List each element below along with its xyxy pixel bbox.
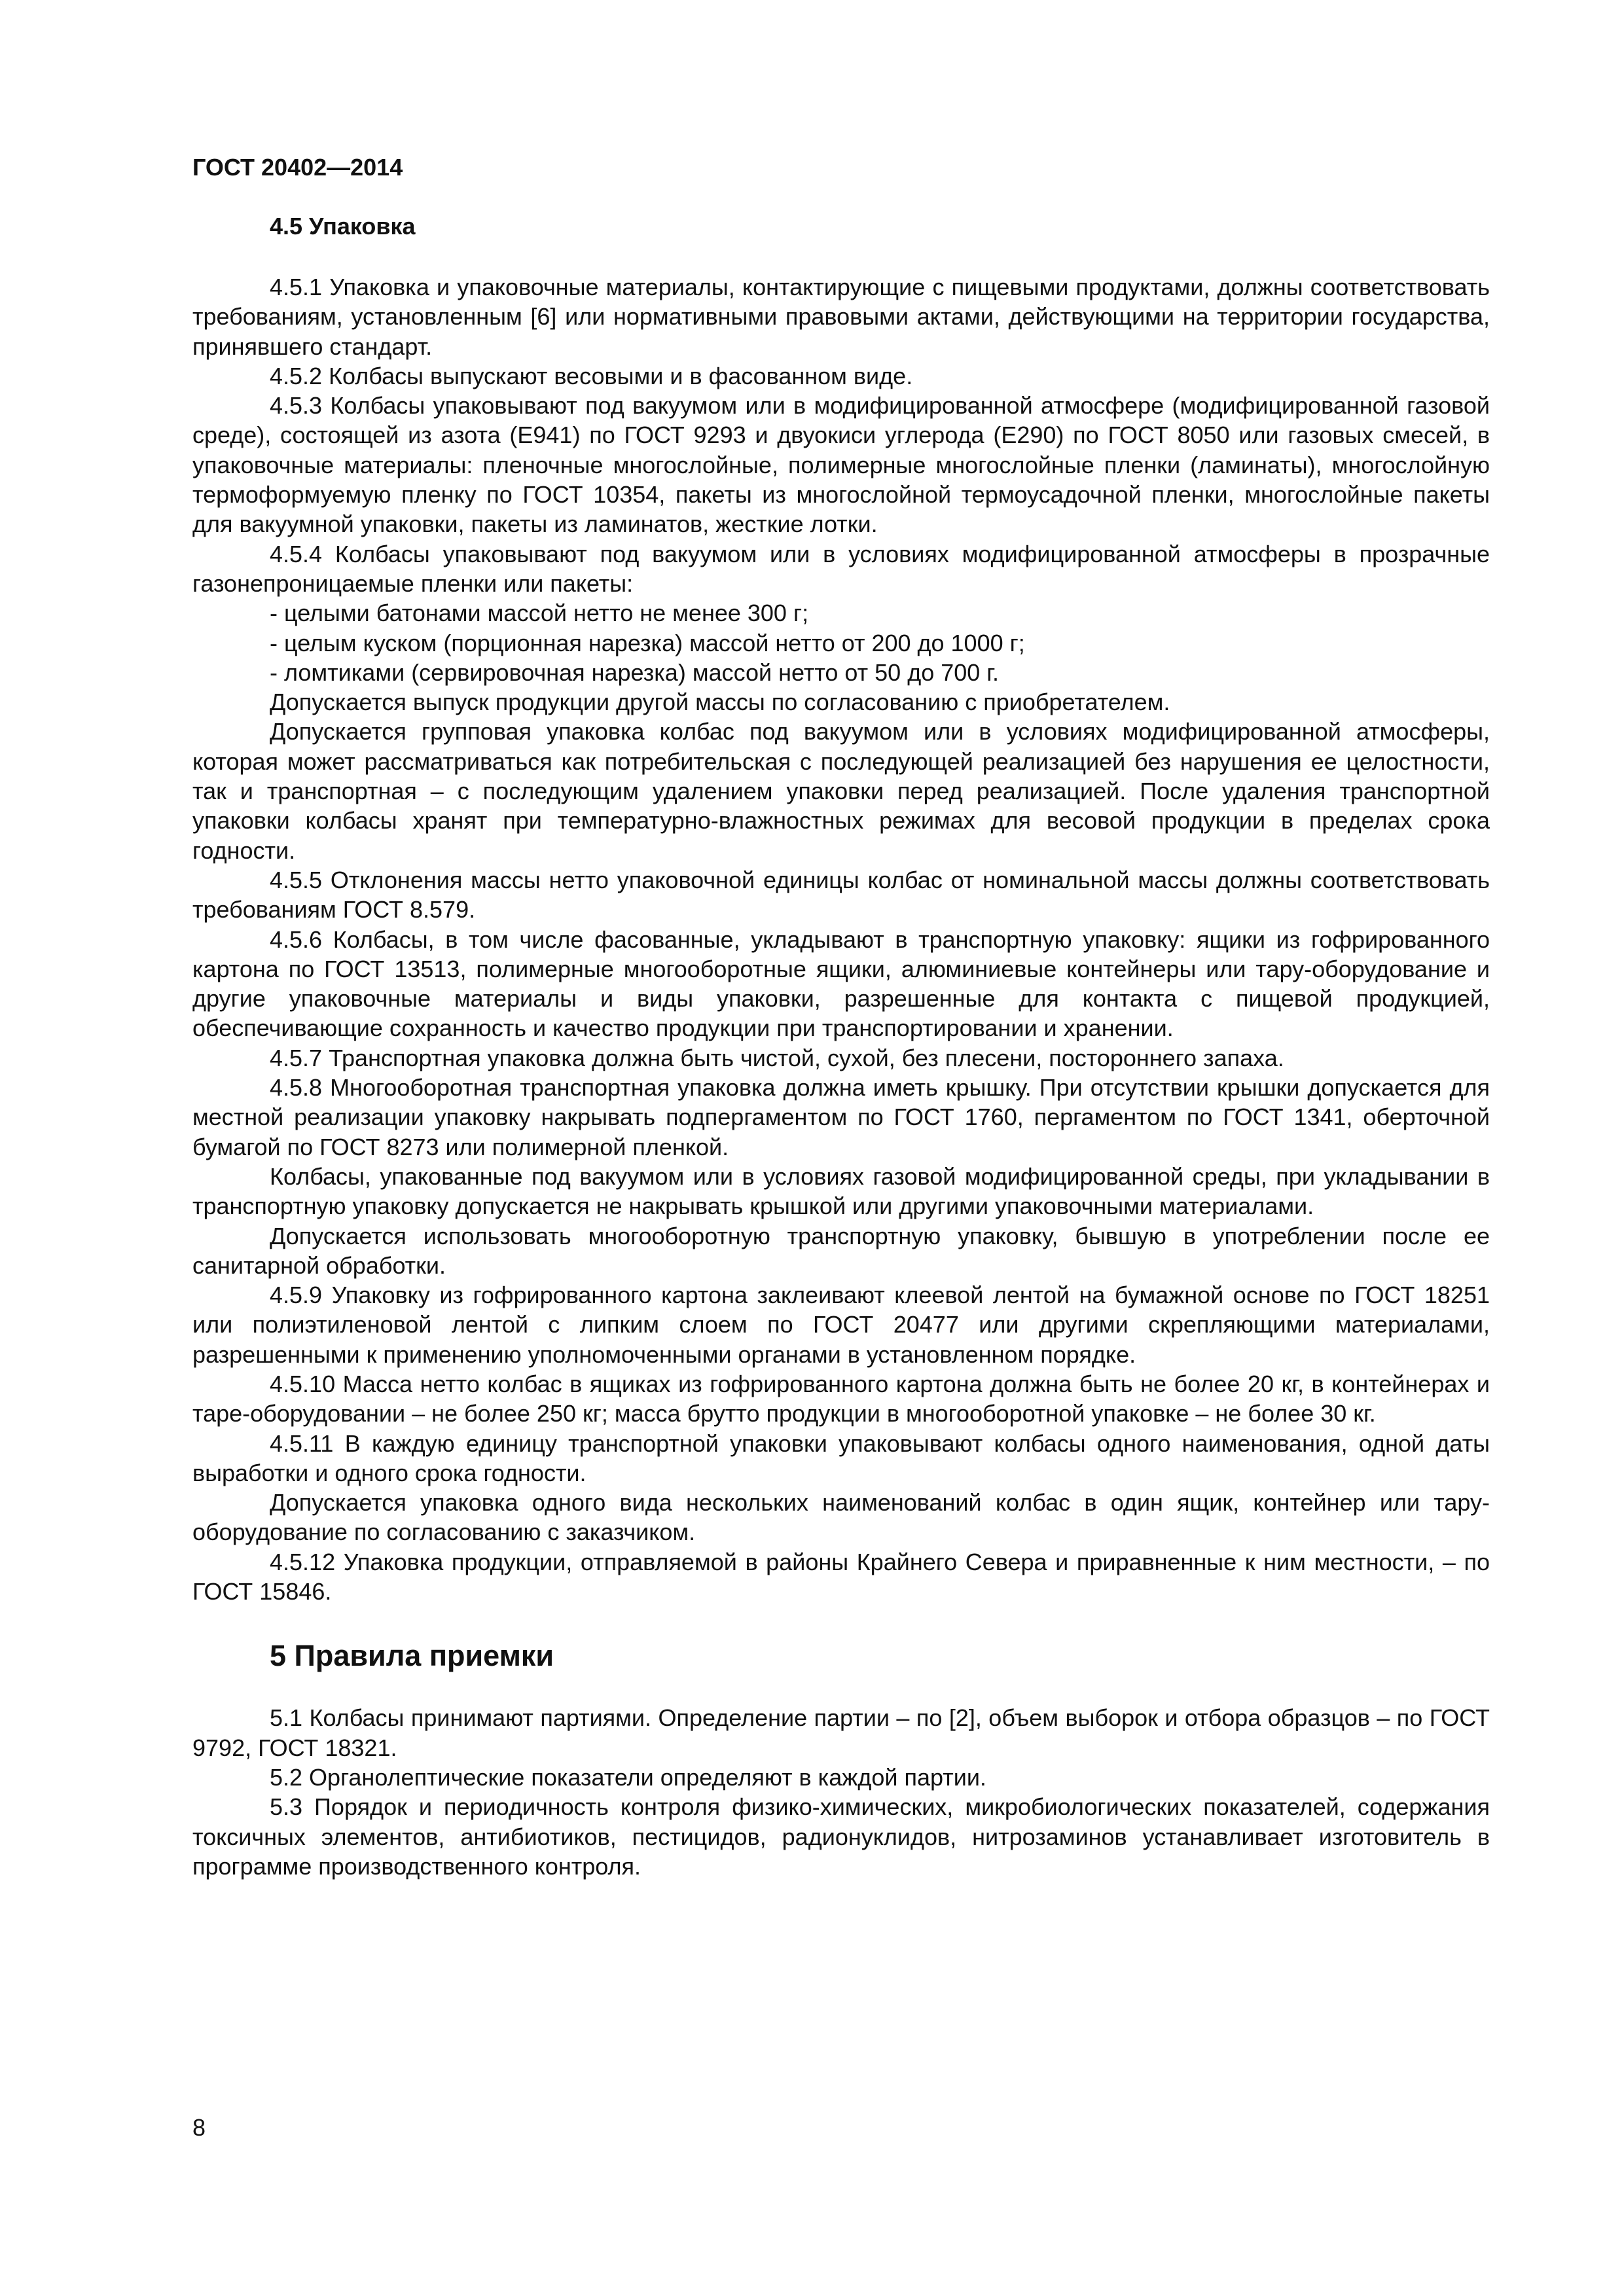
paragraph-reuse-packaging: Допускается использовать многооборотную транспортную упаковку, бывшую в употреблении после ее санитарной обработки. (192, 1222, 1490, 1279)
paragraph-vacuum-packed: Колбасы, упакованные под вакуумом или в условиях газовой модифицированной среды, при укладывании в транспортную упаковку допускается не накрывать крышкой или другими упаковочными материалами. (192, 1162, 1490, 1220)
paragraph-4-5-12: 4.5.12 Упаковка продукции, отправляемой в районы Крайнего Севера и приравненные к ним местности, – по ГОСТ 15846. (192, 1548, 1490, 1605)
paragraph-4-5-9: 4.5.9 Упаковку из гофрированного картона заклеивают клеевой лентой на бумажной основе по ГОСТ 18251 или полиэтиленовой лентой с липким слоем по ГОСТ 20477 или другими скрепляющими материалами, разрешенными к применению уполномоченными органами в установленном порядке. (192, 1282, 1490, 1368)
paragraph-4-5-5: 4.5.5 Отклонения массы нетто упаковочной единицы колбас от номинальной массы должны соответствовать требованиям ГОСТ 8.579. (192, 866, 1490, 924)
list-item: - целым куском (порционная нарезка) массой нетто от 200 до 1000 г; (270, 629, 1025, 656)
paragraph-4-5-6: 4.5.6 Колбасы, в том числе фасованные, укладывают в транспортную упаковку: ящики из гофрированного картона по ГОСТ 13513, полимерные многооборотные ящики, алюминиевые контейнеры или тару-оборудование и другие упаковочные материалы и виды упаковки, разрешенные для контакта с пищевой продукцией, обеспечивающие сохранность и качество продукции при транспортировании и хранении. (192, 925, 1490, 1042)
page-number: 8 (192, 2114, 206, 2141)
paragraph-5-1: 5.1 Колбасы принимают партиями. Определение партии – по [2], объем выборок и отбора образцов – по ГОСТ 9792, ГОСТ 18321. (192, 1704, 1490, 1761)
paragraph-5-2: 5.2 Органолептические показатели определяют в каждой партии. (270, 1763, 986, 1791)
paragraph-4-5-11: 4.5.11 В каждую единицу транспортной упаковки упаковывают колбасы одного наименования, одной даты выработки и одного срока годности. (192, 1429, 1490, 1486)
paragraph-group-packaging: Допускается групповая упаковка колбас под вакуумом или в условиях модифицированной атмосферы, которая может рассматриваться как потребительская с последующей реализацией без нарушения ее целостности, так и транспортная – с последующим удалением упаковки перед реализацией. После удаления транспортной упаковки колбасы хранят при температурно-влажностных режимах для весовой продукции в пределах срока годности. (192, 718, 1490, 864)
paragraph-4-5-10: 4.5.10 Масса нетто колбас в ящиках из гофрированного картона должна быть не более 20 кг, в контейнерах и таре-оборудовании – не более 250 кг; масса брутто продукции в многооборотной упаковке – не более 30 кг. (192, 1370, 1490, 1427)
section-4-5-heading: 4.5 Упаковка (270, 213, 416, 240)
paragraph-4-5-3: 4.5.3 Колбасы упаковывают под вакуумом или в модифицированной атмосфере (модифицированной газовой среде), состоящей из азота (Е941) по ГОСТ 9293 и двуокиси углерода (Е290) по ГОСТ 8050 или газовых смесей, в упаковочные материалы: пленочные многослойные, полимерные многослойные пленки (ламинаты), многослойную термоформуемую пленку по ГОСТ 10354, пакеты из многослойной термоусадочной пленки, многослойные пакеты для вакуумной упаковки, пакеты из ламинатов, жесткие лотки. (192, 392, 1490, 538)
paragraph-5-3: 5.3 Порядок и периодичность контроля физико-химических, микробиологических показателей, содержания токсичных элементов, антибиотиков, пестицидов, радионуклидов, нитрозаминов устанавливает изготовитель в программе производственного контроля. (192, 1793, 1490, 1880)
paragraph-mixed-packaging: Допускается упаковка одного вида нескольких наименований колбас в один ящик, контейнер или тару-оборудование по согласованию с заказчиком. (192, 1489, 1490, 1546)
paragraph-4-5-7: 4.5.7 Транспортная упаковка должна быть чистой, сухой, без плесени, постороннего запаха. (270, 1044, 1284, 1071)
page-content (192, 211, 1490, 1881)
list-item: - целыми батонами массой нетто не менее 300 г; (270, 600, 809, 627)
paragraph-4-5-8: 4.5.8 Многооборотная транспортная упаковка должна иметь крышку. При отсутствии крышки допускается для местной реализации упаковку накрывать подпергаментом по ГОСТ 1760, пергаментом по ГОСТ 1341, оберточной бумагой по ГОСТ 8273 или полимерной пленкой. (192, 1074, 1490, 1160)
list-item: - ломтиками (сервировочная нарезка) массой нетто от 50 до 700 г. (270, 658, 1000, 686)
paragraph-4-5-1: 4.5.1 Упаковка и упаковочные материалы, контактирующие с пищевыми продуктами, должны соответствовать требованиям, установленным [6] или нормативными правовыми актами, действующими на территории государства, принявшего стандарт. (192, 274, 1490, 360)
standard-designation: ГОСТ 20402—2014 (192, 154, 403, 181)
paragraph-4-5-4: 4.5.4 Колбасы упаковывают под вакуумом или в условиях модифицированной атмосферы в прозрачные газонепроницаемые пленки или пакеты: (192, 540, 1490, 597)
paragraph-other-mass: Допускается выпуск продукции другой массы по согласованию с приобретателем. (270, 689, 1170, 716)
section-5-heading: 5 Правила приемки (270, 1639, 554, 1673)
paragraph-4-5-2: 4.5.2 Колбасы выпускают весовыми и в фасованном виде. (270, 362, 913, 389)
